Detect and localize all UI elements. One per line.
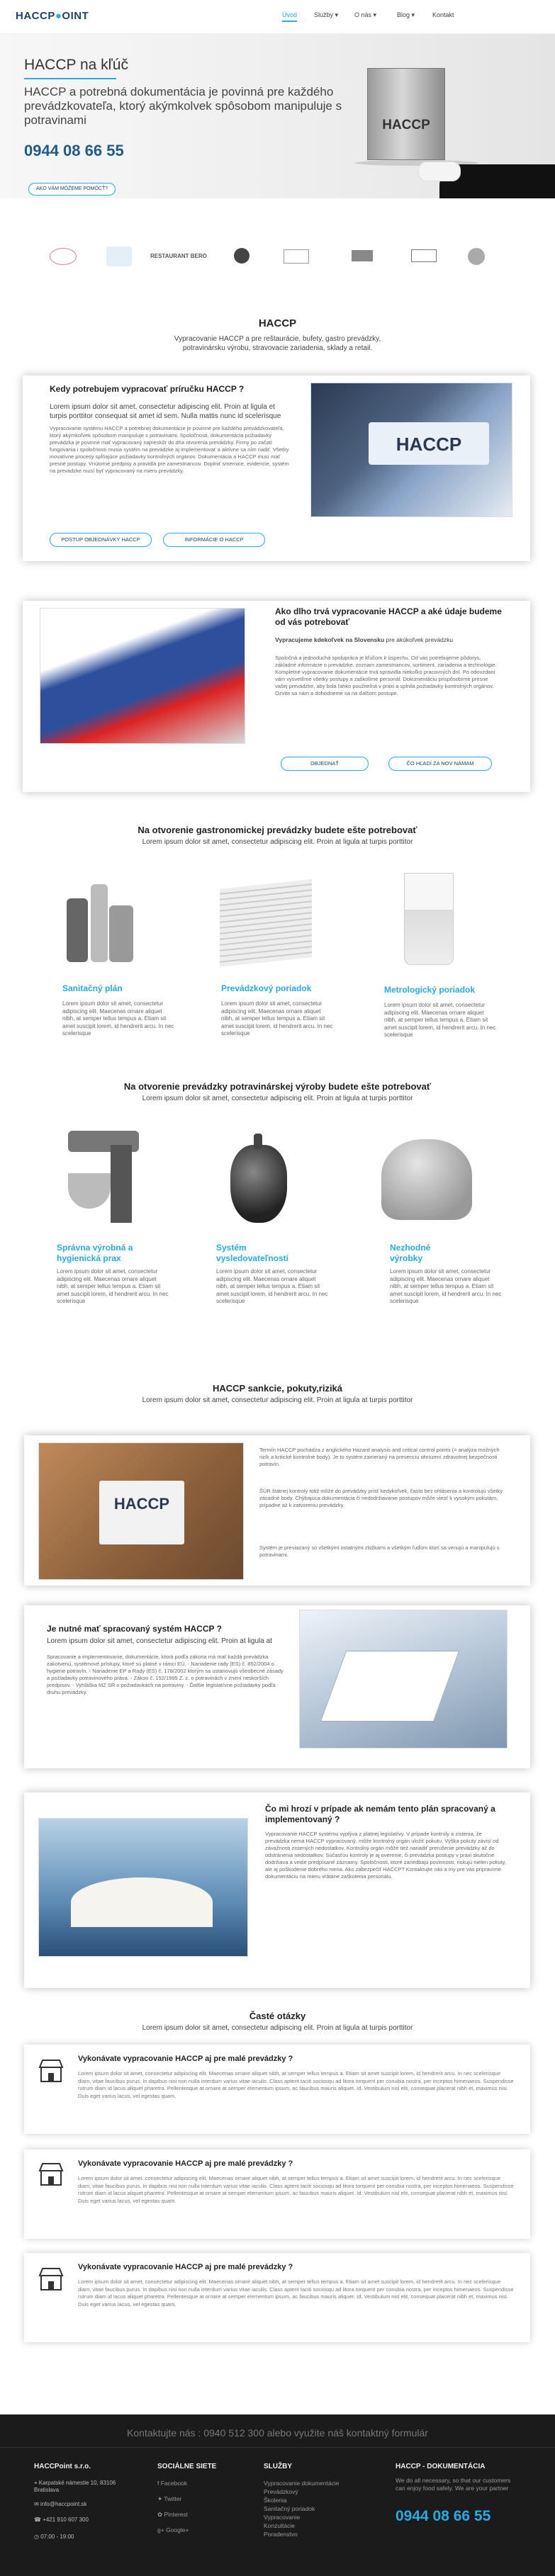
faq-question-2[interactable]: Vykonávate vypracovanie HACCP aj pre malé prevádzky ?: [78, 2159, 293, 2168]
footer-service-link[interactable]: Sanitačný poriadok: [264, 2505, 315, 2512]
newspapers-image: [213, 870, 319, 969]
footer-doc-text: We do all necessary, so that our customers can enjoy food safely. We are your partner: [396, 2477, 511, 2492]
footer-email-row[interactable]: ✉ info@haccpoint.sk: [34, 2501, 87, 2507]
shop-icon: [37, 2059, 65, 2084]
phone-icon: ☎: [34, 2516, 43, 2523]
shop-icon: [37, 2162, 65, 2188]
feature-traceability-text: Lorem ipsum dolor sit amet, consectetur adipiscing elit. Maecenas ornare aliquet nibh, at semper tellus tempus a. Etiam sit amet suscipit lorem, id hendrerit arcu. In nec scelerisque: [216, 1268, 328, 1304]
footer-social-twitter[interactable]: ✦ Twitter: [157, 2495, 182, 2502]
binder-label: HACCP: [396, 434, 462, 455]
book-pages: [71, 1877, 213, 1927]
footer-social-title: SOCIÁLNE SIETE: [157, 2463, 217, 2470]
hero-glove: [418, 162, 461, 181]
gastro-section-title: Na otvorenie gastronomickej prevádzky budete ešte potrebovať: [138, 825, 417, 835]
card7-text: Vypracovanie HACCP systému vyplýva z platnej legislatívy. V prípade kontroly a zistenia, že prevádzka nemá HACCP vypracovaný, môže kontrolný orgán uložiť pokutu. Výška pokuty závisí od závažnosti zistených nedostatkov. Kontrolný orgán môže tiež nariadiť prerušenie prevádzky až do odstránenia nedostatkov. Súčasťou kontroly je aj overenie, či prevádzka postupy v praxi skutočne dodržiava a vedie predpísané záznamy. Spoločnosti, ktoré zanedbajú povinnosti, riskujú nielen pokuty, ale aj poškodenie dobrého mena. Ako zabezpečiť HACCP? Kontaktujte nás a my pre vás pripravíme dokumentáciu na mieru vrátane zaškolenia personálu.: [265, 1831, 506, 1880]
hero-subtitle: HACCP a potrebná dokumentácia je povinná pre každého prevádzkovateľa, ktorý akýmkolvek spôsobom manipuluje s potravinami: [24, 85, 342, 127]
pinterest-icon: ✿: [157, 2511, 164, 2518]
site-footer: [0, 2414, 555, 2576]
client-logo-6: [352, 250, 373, 261]
footer-company: HACCPoint s.r.o.: [34, 2463, 91, 2470]
card2-title: Ako dlho trvá vypracovanie HACCP a aké údaje budeme od vás potrebovať: [275, 606, 502, 627]
cleaning-products-image: [62, 870, 136, 969]
footer-hours-row: ◷ 07:00 - 19:00: [34, 2533, 74, 2540]
faq-question-1[interactable]: Vykonávate vypracovanie HACCP aj pre malé prevádzky ?: [78, 2055, 293, 2063]
feature-operating-title: Prevádzkový poriadok: [221, 983, 312, 993]
faq-answer-1: Lorem ipsum dolor sit amet, consectetur adipiscing elit. Maecenas ornare aliquet nibh, at semper tellus tempus a. Etiam sit amet suscipit lorem, id hendrerit arcu. In nec scelerisque diam, vitae faucibus purus. In dapibus nisi non nulla interdum varius vitae iaculis. Class aptent taciti sociosqu ad litora torquent per conubia nostra, per inceptos himenaeos. Suspendisse rutrum diam id lacus aliquet pharetra. Pellentesque at ornare at semper elementum ipsum, ac faucibus mauris aliquet. Id. Vestibulum nisl elit, consequat placerat nibh et, maximus nisi. Duis eget varius lacus, vel egestas quam.: [78, 2070, 514, 2099]
nav-contact[interactable]: Kontakt: [432, 11, 454, 18]
order-process-button[interactable]: POSTUP OBJEDNÁVKY HACCP: [50, 533, 152, 547]
clock-icon: ◷: [34, 2533, 41, 2540]
food-section-sub: Lorem ipsum dolor sit amet, consectetur adipiscing elit. Proin at ligula at turpis porttitor: [142, 1095, 413, 1102]
bread-image: [377, 1135, 476, 1224]
location-icon: ⌖: [34, 2480, 39, 2486]
feature-sanitation-title: Sanitačný plán: [62, 983, 123, 993]
mail-icon: ✉: [34, 2501, 40, 2507]
intro-text: Vypracovanie HACCP a pre reštaurácie, bufety, gastro prevádzky, potravinársku výrobu, stravovacie zariadenia, sklady a retail.: [174, 335, 381, 352]
sanctions-title: HACCP sankcie, pokuty,riziká: [212, 1383, 343, 1394]
hero-help-button[interactable]: AKO VÁM MÔŽEME POMÔCŤ?: [28, 183, 116, 196]
card1-title: Kedy potrebujem vypracovať príručku HACCP ?: [50, 384, 245, 394]
haccp-info-button[interactable]: INFORMÁCIE O HACCP: [163, 533, 265, 547]
chevron-down-icon: ▾: [335, 11, 339, 18]
nav-home[interactable]: Úvod: [282, 11, 297, 22]
feature-nonconforming-text: Lorem ipsum dolor sit amet, consectetur adipiscing elit. Maecenas ornare aliquet nibh, at semper tellus tempus a. Etiam sit amet suscipit lorem, id hendrerit arcu. In nec scelerisque: [390, 1268, 502, 1304]
chevron-down-icon: ▾: [411, 11, 415, 18]
feature-gmp-text: Lorem ipsum dolor sit amet, consectetur adipiscing elit. Maecenas ornare aliquet nibh, at semper tellus tempus a. Etiam sit amet suscipit lorem, id hendrerit arcu. In nec scelerisque: [57, 1268, 169, 1304]
feature-operating-text: Lorem ipsum dolor sit amet, consectetur adipiscing elit. Maecenas ornare aliquet nibh, at semper tellus tempus a. Etiam sit amet suscipit lorem, id hendrerit arcu. In nec scelerisque: [221, 1000, 333, 1036]
footer-divider: [0, 2447, 555, 2448]
card5-text3: Systém je previazaný so všetkými ostatnými zložkami a všetkým ľuďom ktorí sa venujú a manipulujú s potravinami.: [259, 1544, 500, 1558]
intro-title: HACCP: [258, 317, 297, 329]
client-logo-8: [468, 248, 485, 265]
card2-text: Spoločná a jednoduchá spolupráca je kľúčom k úspechu. Od vás potrebujeme pôdorys, základné informácie o prevádzke, zoznam zamestnancov, sortiment, zariadenia a technológie. Kompletné vypracovanie dokumentácie trvá spravidla niekoľko pracovných dní. Po odovzdaní vám vysvetlíme všetky postupy a zaškolíme personál. Dokumentáciu prispôsobíme presne vašej prevádzke, aby bola ľahko použiteľná v praxi a splnila požiadavky kontrolných orgánov. Ozvite sa nám a dohodneme sa na ďalšom postupe.: [275, 655, 497, 696]
footer-service-link[interactable]: Vypracovanie: [264, 2514, 301, 2521]
footer-social-facebook[interactable]: f Facebook: [157, 2480, 188, 2487]
hero-underline: [24, 78, 116, 79]
order-button[interactable]: OBJEDNAŤ: [281, 757, 369, 771]
site-logo[interactable]: HACCP●OINT: [16, 10, 89, 22]
card1-text: Vypracovanie systému HACCP a potrebnej dokumentácie je povinné pre každého prevádzkovateľa, ktorý akýmkoľvek spôsobom manipuluje s potravinami. Spoločnosti, dokumentácia požiadavky prevádzka je povinné mať vypracovaný najneskôr do dňa otvorenia prevádzky. Firmy po začatí fungovania i spoločnosti musia systém na prevádzke aj implementovať a aktívne sa ním riadiť. Všetky inovatívne procesy spĺňajúce požiadavky kontrolných orgánov. Dokumentácia a HACCP musí mať presné postupy. Vnútorné predpisy a pravidlá pre zamestnancov. Doplniť smernice, evidencie, systém na prevádzke musí byť vypracovaný na mieru prevádzky.: [50, 425, 289, 474]
client-logo-2: [106, 247, 132, 266]
nav-services[interactable]: Služby ▾: [314, 11, 339, 18]
hero-box-label: HACCP: [382, 118, 430, 132]
card6-title: Je nutné mať spracovaný systém HACCP ?: [47, 1624, 222, 1634]
client-logo-1: [50, 248, 77, 265]
feature-gmp-title: Správna výrobná a hygienická prax: [57, 1243, 133, 1263]
pepper-image: [220, 1131, 298, 1230]
client-logo-3: RESTAURANT BERO: [150, 253, 207, 259]
faq-answer-3: Lorem ipsum dolor sit amet, consectetur adipiscing elit. Maecenas ornare aliquet nibh, at semper tellus tempus a. Etiam sit amet suscipit lorem, id hendrerit arcu. In nec scelerisque diam, vitae faucibus purus. In dapibus nisi non nulla interdum varius vitae iaculis. Class aptent taciti sociosqu ad litora torquent per conubia nostra, per inceptos himenaeos. Suspendisse rutrum diam id lacus aliquet pharetra. Pellentesque at ornare at semper elementum ipsum, ac faucibus mauris aliquet. Id. Vestibulum nisl elit, consequat placerat nibh et, maximus nisi. Duis eget varius lacus, vel egestas quam.: [78, 2278, 514, 2307]
sanctions-sub: Lorem ipsum dolor sit amet, consectetur adipiscing elit. Proin at ligula at turpis porttitor: [142, 1396, 413, 1404]
footer-social-pinterest[interactable]: ✿ Pinterest: [157, 2511, 189, 2518]
footer-service-link[interactable]: Školenia: [264, 2497, 287, 2504]
footer-phone-big[interactable]: 0944 08 66 55: [396, 2508, 491, 2524]
footer-service-link[interactable]: Vypracovanie dokumentácie: [264, 2480, 340, 2487]
hero-haccp-box-image: [367, 68, 445, 160]
footer-services-title: SLUŽBY: [264, 2463, 292, 2470]
client-logo-7: [411, 249, 437, 262]
footer-phone-row[interactable]: ☎ +421 910 607 300: [34, 2516, 89, 2523]
logo-point-icon: ●: [55, 10, 62, 22]
card2-lead: Vypracujeme kdekoľvek na Slovensku pre akúkoľvek prevádzku: [275, 636, 454, 643]
what-we-need-button[interactable]: ČO HĽADÍ ZA NOV NÁMAM: [388, 757, 492, 771]
faq-answer-2: Lorem ipsum dolor sit amet, consectetur adipiscing elit. Maecenas ornare aliquet nibh, at semper tellus tempus a. Etiam sit amet suscipit lorem, id hendrerit arcu. In nec scelerisque diam, vitae faucibus purus. In dapibus nisi non nulla interdum varius vitae iaculis. Class aptent taciti sociosqu ad litora torquent per conubia nostra, per inceptos himenaeos. Suspendisse rutrum diam id lacus aliquet pharetra. Pellentesque at ornare at semper elementum ipsum, ac faucibus mauris aliquet. Id. Vestibulum nisl elit, consequat placerat nibh et, maximus nisi. Duis eget varius lacus, vel egestas quam.: [78, 2175, 514, 2204]
card7-title: Čo mi hrozí v prípade ak nemám tento plán spracovaný a implementovaný ?: [265, 1804, 495, 1824]
haccp-sheet-label: HACCP: [113, 1495, 170, 1513]
footer-service-link[interactable]: Prevádzkový: [264, 2488, 298, 2495]
feature-metrology-title: Metrologický poriadok: [384, 985, 476, 995]
feature-traceability-title: Systém vysledovateľnosti: [216, 1243, 288, 1263]
card1-lead: Lorem ipsum dolor sit amet, consectetur adipiscing elit. Proin at ligula et turpis porttitor consequat sit amet id sem. Nulla mattis nunc id scelerisque: [50, 403, 281, 420]
footer-doc-title: HACCP - DOKUMENTÁCIA: [396, 2463, 486, 2470]
slovakia-flag-image: [40, 608, 245, 744]
google-plus-icon: g+: [157, 2526, 167, 2533]
chevron-down-icon: ▾: [373, 11, 377, 18]
feature-nonconforming-title: Nezhodné výrobky: [390, 1243, 431, 1263]
feature-metrology-text: Lorem ipsum dolor sit amet, consectetur adipiscing elit. Maecenas ornare aliquet nibh, at semper tellus tempus a. Etiam sit amet suscipit lorem, id hendrerit arcu. In nec scelerisque: [384, 1002, 496, 1038]
gastro-section-sub: Lorem ipsum dolor sit amet, consectetur adipiscing elit. Proin at ligula at turpis porttitor: [142, 838, 413, 846]
nav-blog[interactable]: Blog ▾: [397, 11, 415, 18]
footer-social-google[interactable]: g+ Google+: [157, 2526, 189, 2533]
faq-sub: Lorem ipsum dolor sit amet, consectetur adipiscing elit. Proin at ligula at turpis porttitor: [142, 2024, 413, 2032]
footer-address-row: ⌖ Karpatské námestie 10, 83106 Bratislava: [34, 2480, 116, 2493]
hero-title: HACCP na kľúč: [24, 57, 128, 73]
facebook-icon: f: [157, 2480, 161, 2487]
client-logo-4: [234, 248, 250, 264]
mixer-image: [61, 1131, 146, 1231]
card5-text2: ŠÚR štátnej kontroly totiž môže do prevádzky prísť kedykoľvek, často bez ohlásenia a kontrolujú všetky zásadné body. Chýbajúca dokumentácia či nedodržiavanie postupov môže viesť k vysokým pokutám, prípadne až k zatvoreniu prevádzky.: [259, 1488, 503, 1508]
footer-service-link[interactable]: Poradenstvo: [264, 2531, 298, 2538]
nav-about[interactable]: O nás ▾: [354, 11, 377, 18]
hero-phone[interactable]: 0944 08 66 55: [24, 142, 124, 159]
faq-title: Časté otázky: [249, 2011, 306, 2021]
water-glass-image: [397, 866, 461, 972]
faq-question-3[interactable]: Vykonávate vypracovanie HACCP aj pre malé prevádzky ?: [78, 2263, 293, 2271]
shop-icon: [37, 2267, 65, 2293]
card5-text1: Termín HACCP pochádza z anglického Hazard analysis and critical control points (= analýza možných rizík a kritické kontrolné body). Je to systém zameraný na prevenciu ohrození zdravotnej bezpečnosti potravín.: [259, 1447, 500, 1467]
client-logo-5: [284, 249, 309, 264]
twitter-icon: ✦: [157, 2495, 164, 2502]
footer-cta[interactable]: Kontaktujte nás : 0940 512 300 alebo využite náš kontaktný formulár: [127, 2427, 428, 2439]
footer-service-link[interactable]: Konzultácie: [264, 2522, 295, 2529]
card6-lead: Lorem ipsum dolor sit amet, consectetur adipiscing elit. Proin at ligula at: [47, 1637, 272, 1645]
card6-text: Spracovanie a implementovanie, dokumentácie, ktorá podľa zákona má mať každá prevádzka zakotvenú, systémové prístupy, ktoré sú platné v rámci EÚ. - Nariadenie rady (ES) č. 852/2004 o hygiene potravín. - Nariadenie EP a Rady (ES) č. 178/2002 ktorým sa ustanovujú všeobecné zásady a požiadavky potravinového práva. - Zákon č. 152/1995 Z. z. o potravinách v znení neskorších predpisov. - Vyhláška MZ SR o požiadavkách na potraviny. - Ďalšie legislatívne požiadavky podľa druhu prevádzky.: [47, 1654, 284, 1695]
food-section-title: Na otvorenie prevádzky potravinárskej výroby budete ešte potrebovať: [123, 1081, 432, 1092]
feature-sanitation-text: Lorem ipsum dolor sit amet, consectetur adipiscing elit. Maecenas ornare aliquet nibh, at semper tellus tempus a. Etiam sit amet suscipit lorem, id hendrerit arcu. In nec scelerisque: [62, 1000, 174, 1036]
